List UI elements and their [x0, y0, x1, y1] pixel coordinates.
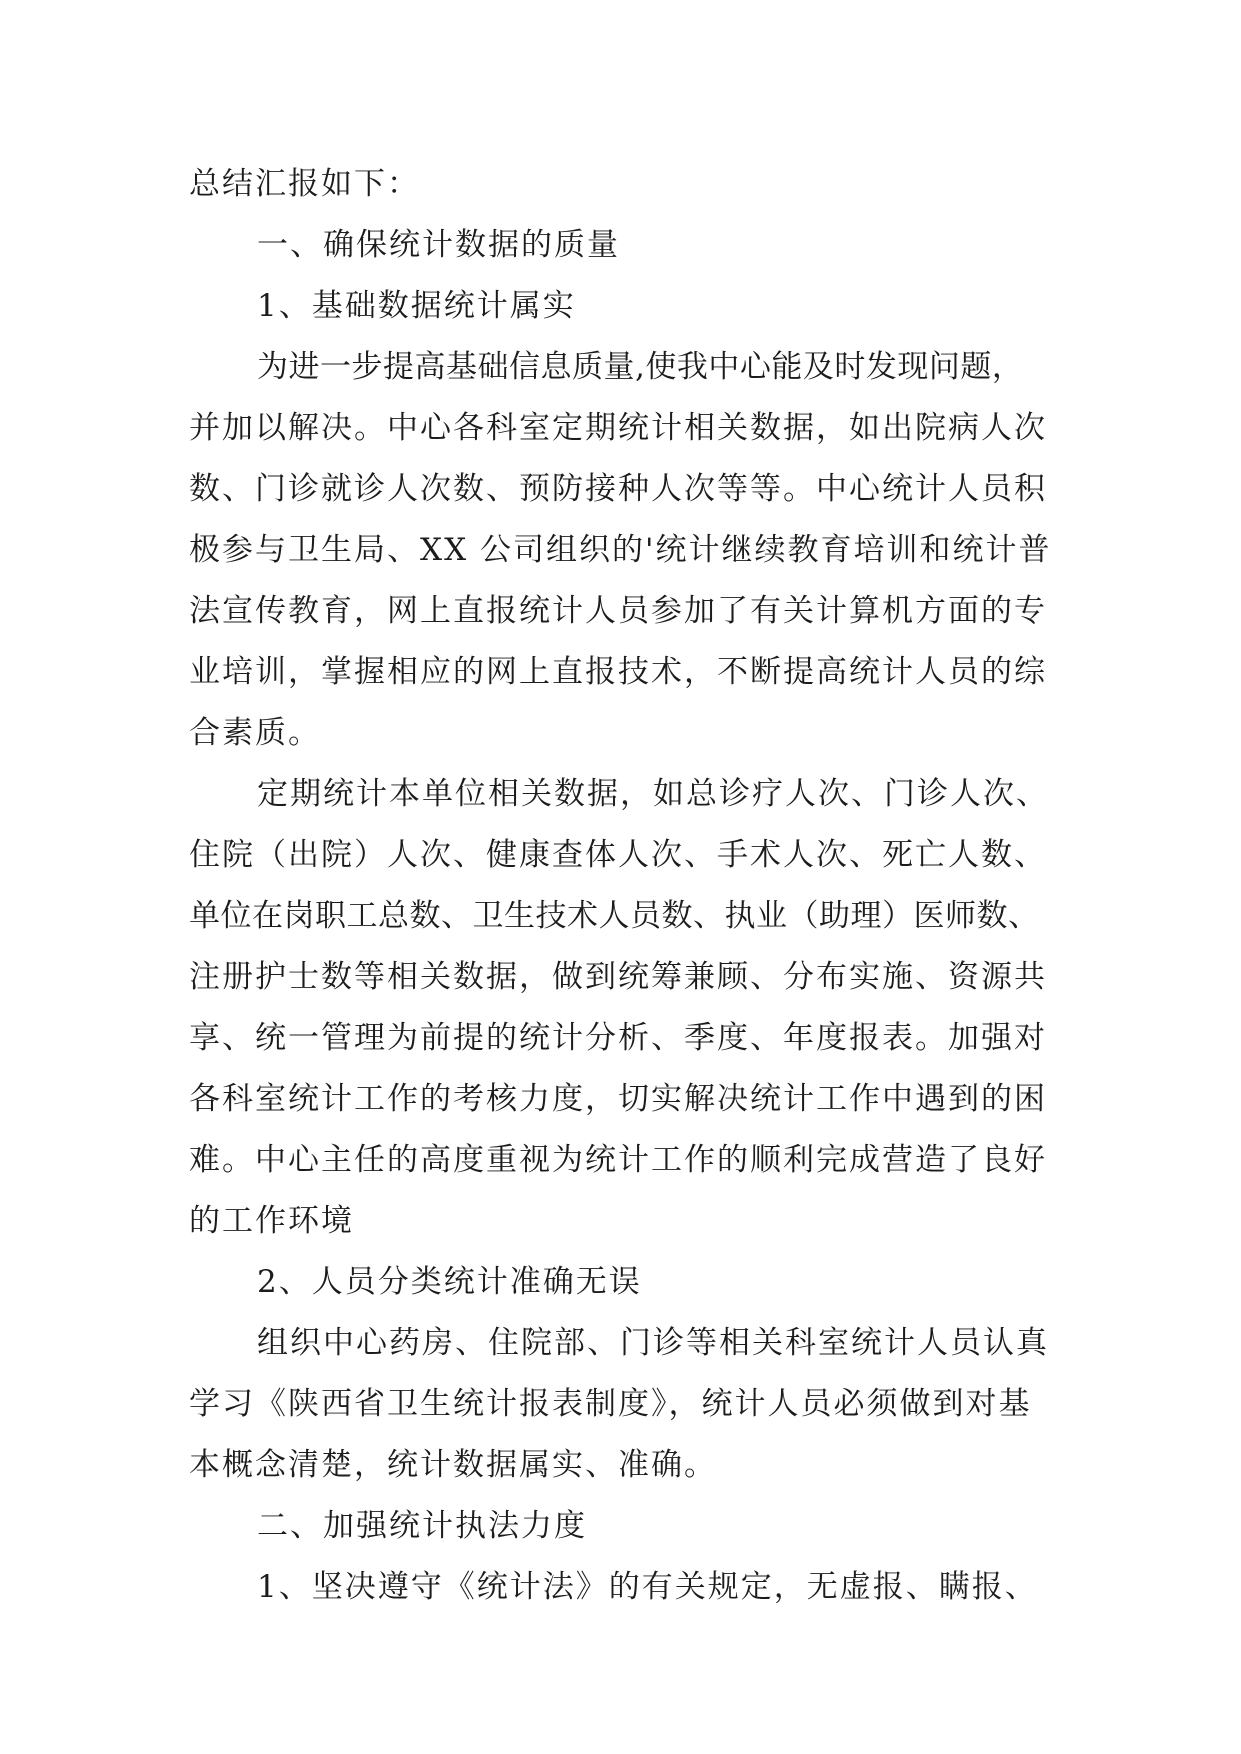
paragraph-line: 注册护士数等相关数据，做到统筹兼顾、分布实施、资源共	[189, 959, 1047, 995]
paragraph-line: 学习《陕西省卫生统计报表制度》，统计人员必须做到对基	[189, 1386, 1032, 1422]
subheading-2-1: 1、坚决遵守《统计法》的有关规定，无虚报、瞒报、	[257, 1569, 1038, 1605]
paragraph-line: 的工作环境	[189, 1203, 354, 1239]
paragraph-line: 法宣传教育，网上直报统计人员参加了有关计算机方面的专	[189, 593, 1047, 629]
intro-line: 总结汇报如下：	[189, 166, 420, 202]
paragraph-line: 单位在岗职工总数、卫生技术人员数、执业（助理）医师数、	[189, 898, 1040, 934]
paragraph-line: 本概念清楚，统计数据属实、准确。	[189, 1447, 717, 1483]
subheading-1-1: 1、基础数据统计属实	[257, 288, 576, 324]
section-heading-1: 一、确保统计数据的质量	[257, 227, 620, 263]
paragraph-line: 业培训，掌握相应的网上直报技术，不断提高统计人员的综	[189, 654, 1047, 690]
paragraph-line: 组织中心药房、住院部、门诊等相关科室统计人员认真	[257, 1325, 1049, 1361]
paragraph-line: 定期统计本单位相关数据，如总诊疗人次、门诊人次、	[257, 776, 1049, 812]
paragraph-line: 并加以解决。中心各科室定期统计相关数据，如出院病人次	[189, 410, 1047, 446]
paragraph-line: 各科室统计工作的考核力度，切实解决统计工作中遇到的困	[189, 1081, 1047, 1117]
subheading-1-2: 2、人员分类统计准确无误	[257, 1264, 642, 1300]
section-heading-2: 二、加强统计执法力度	[257, 1508, 587, 1544]
document-body	[189, 154, 1059, 1618]
paragraph-line: 极参与卫生局、XX 公司组织的'统计继续教育培训和统计普	[189, 532, 1052, 568]
paragraph-line: 难。中心主任的高度重视为统计工作的顺利完成营造了良好	[189, 1142, 1047, 1178]
paragraph-line: 为进一步提高基础信息质量,使我中心能及时发现问题，	[257, 349, 1024, 385]
paragraph-line: 享、统一管理为前提的统计分析、季度、年度报表。加强对	[189, 1020, 1047, 1056]
paragraph-line: 数、门诊就诊人次数、预防接种人次等等。中心统计人员积	[189, 471, 1047, 507]
paragraph-line: 合素质。	[189, 715, 321, 751]
paragraph-line: 住院（出院）人次、健康查体人次、手术人次、死亡人数、	[189, 837, 1047, 873]
